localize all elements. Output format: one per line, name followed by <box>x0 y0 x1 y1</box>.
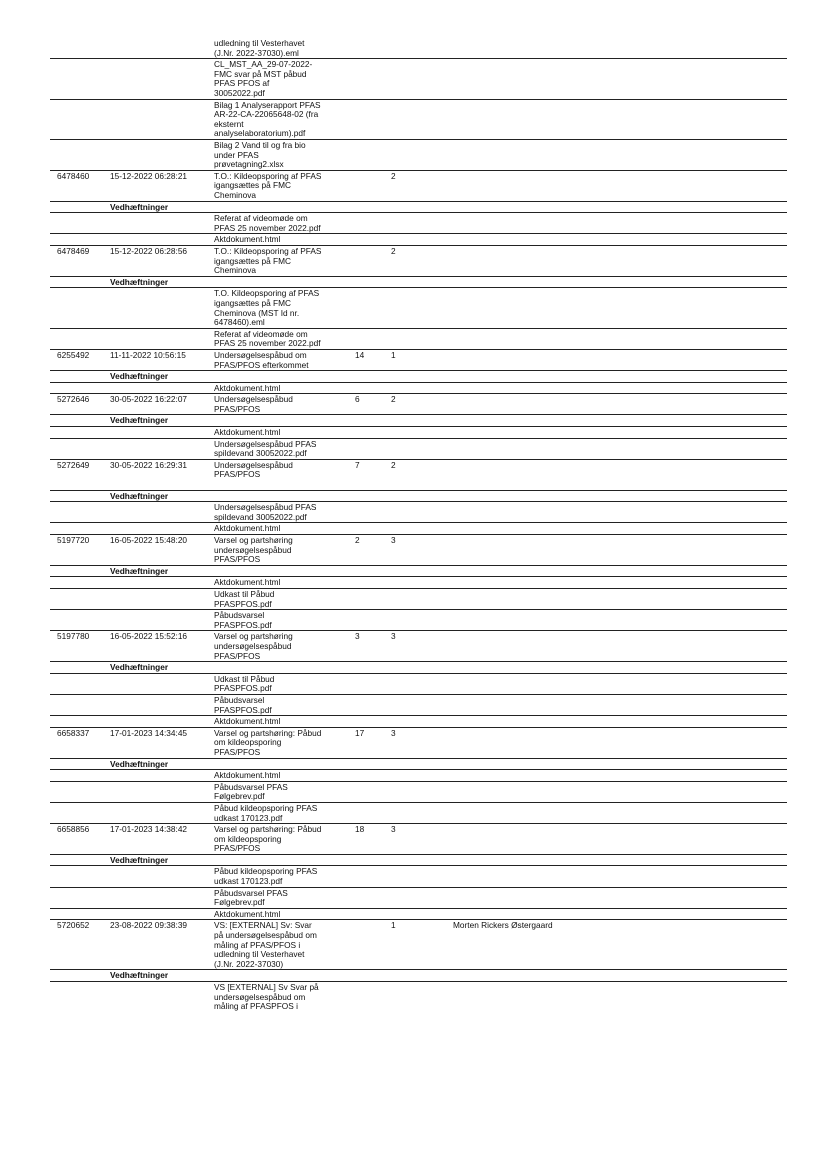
title-line: VS [EXTERNAL] Sv Svar på <box>214 982 319 993</box>
attachment-name <box>214 578 338 588</box>
title-line: igangsættes på FMC <box>214 255 292 266</box>
title-line: om kildeopsporing <box>214 737 282 748</box>
title-line: T.O. Kildeopsporing af PFAS <box>214 288 320 299</box>
document-count: 2 <box>391 394 396 405</box>
document-id: 5272646 <box>57 394 90 405</box>
title-line: FMC svar på MST påbud <box>214 68 307 79</box>
attachment-row <box>0 502 827 523</box>
document-date: 15-12-2022 06:28:21 <box>110 170 188 181</box>
document-id: 5197720 <box>57 535 90 546</box>
title-line: under PFAS <box>214 149 259 160</box>
document-count: 3 <box>391 727 396 738</box>
title-line: måling af PFASPFOS i <box>214 1001 298 1012</box>
attachment-name <box>214 889 338 908</box>
entry-row <box>0 824 827 855</box>
entry-row <box>0 631 827 662</box>
attachments-heading-row <box>0 566 827 578</box>
attachment-name <box>214 503 338 522</box>
title-line: Aktdokument.html <box>214 716 281 727</box>
title-line: PFAS 25 november 2022.pdf <box>214 222 321 233</box>
attachment-row <box>0 577 827 589</box>
attachment-name <box>214 675 338 694</box>
title-line: Referat af videomøde om <box>214 213 308 224</box>
document-date: 30-05-2022 16:22:07 <box>110 394 188 405</box>
attachment-row <box>0 38 827 59</box>
title-line: Varsel og partshøring <box>214 631 293 642</box>
attachment-name <box>214 696 338 715</box>
document-title <box>214 351 338 370</box>
attachment-row <box>0 329 827 350</box>
document-number: 14 <box>355 349 365 360</box>
title-line: PFAS/PFOS <box>214 650 261 661</box>
title-line: Undersøgelsespåbud <box>214 394 293 405</box>
title-line: PFAS/PFOS <box>214 746 261 757</box>
attachments-heading-row <box>0 371 827 383</box>
attachment-name <box>214 39 338 58</box>
document-title <box>214 632 338 661</box>
title-line: Cheminova <box>214 265 256 276</box>
title-line: Påbudsvarsel PFAS <box>214 887 288 898</box>
title-line: PFASPFOS.pdf <box>214 683 272 694</box>
title-line: Påbud kildeopsporing PFAS <box>214 866 318 877</box>
title-line: Aktdokument.html <box>214 427 281 438</box>
attachment-row <box>0 610 827 631</box>
title-line: måling af PFAS/PFOS i <box>214 939 301 950</box>
document-date: 15-12-2022 06:28:56 <box>110 245 188 256</box>
title-line: Varsel og partshøring: Påbud <box>214 824 322 835</box>
attachment-row <box>0 803 827 824</box>
title-line: Udkast til Påbud <box>214 673 275 684</box>
attachment-name <box>214 428 338 438</box>
attachment-row <box>0 213 827 234</box>
title-line: Påbudsvarsel <box>214 694 265 705</box>
attachment-name <box>214 384 338 394</box>
title-line: spildevand 30052022.pdf <box>214 511 307 522</box>
document-date: 16-05-2022 15:52:16 <box>110 631 188 642</box>
attachment-row <box>0 982 827 1013</box>
document-date: 11-11-2022 10:56:15 <box>110 349 186 360</box>
title-line: VS: [EXTERNAL] Sv: Svar <box>214 920 312 931</box>
attachment-row <box>0 523 827 535</box>
title-line: PFASPFOS.pdf <box>214 704 272 715</box>
attachments-heading-row <box>0 415 827 427</box>
document-id: 6255492 <box>57 349 90 360</box>
attachments-heading: Vedhæftninger <box>110 758 169 769</box>
attachment-row <box>0 439 827 460</box>
document-number: 2 <box>355 535 360 546</box>
title-line: Undersøgelsespåbud PFAS <box>214 438 317 449</box>
title-line: Påbudsvarsel PFAS <box>214 781 288 792</box>
entry-row <box>0 246 827 277</box>
title-line: Varsel og partshøring <box>214 535 293 546</box>
title-line: igangsættes på FMC <box>214 180 292 191</box>
title-line: Følgebrev.pdf <box>214 897 265 908</box>
title-line: igangsættes på FMC <box>214 297 292 308</box>
title-line: PFASPFOS.pdf <box>214 598 272 609</box>
title-line: udledning til Vesterhavet <box>214 949 305 960</box>
document-person: Morten Rickers Østergaard <box>453 920 553 931</box>
attachments-heading: Vedhæftninger <box>110 565 169 576</box>
document-title <box>214 921 338 969</box>
entry-row <box>0 394 827 415</box>
entry-row <box>0 171 827 202</box>
document-date: 23-08-2022 09:38:39 <box>110 920 188 931</box>
title-line: PFASPFOS.pdf <box>214 619 272 630</box>
title-line: Undersøgelsespåbud <box>214 459 293 470</box>
attachment-name <box>214 590 338 609</box>
entry-row <box>0 460 827 491</box>
attachment-name <box>214 983 338 1012</box>
attachment-row <box>0 770 827 782</box>
document-count: 3 <box>391 631 396 642</box>
attachments-heading-row <box>0 277 827 289</box>
attachments-heading: Vedhæftninger <box>110 854 169 865</box>
title-line: PFAS/PFOS efterkommet <box>214 359 309 370</box>
title-line: Udkast til Påbud <box>214 589 275 599</box>
attachments-heading-row <box>0 855 827 867</box>
attachment-name <box>214 611 338 630</box>
attachments-heading-row <box>0 491 827 503</box>
attachment-name <box>214 330 338 349</box>
title-line: PFAS/PFOS <box>214 843 261 854</box>
attachment-name <box>214 910 338 920</box>
title-line: Undersøgelsespåbud om <box>214 349 307 360</box>
attachment-name <box>214 141 338 170</box>
title-line: Cheminova <box>214 189 256 200</box>
document-count: 3 <box>391 824 396 835</box>
document-number: 3 <box>355 631 360 642</box>
title-line: 6478460).eml <box>214 317 265 328</box>
document-number: 17 <box>355 727 365 738</box>
title-line: Aktdokument.html <box>214 770 281 781</box>
document-date: 17-01-2023 14:34:45 <box>110 727 188 738</box>
entry-row <box>0 535 827 566</box>
records-table <box>0 38 827 1013</box>
document-date: 30-05-2022 16:29:31 <box>110 459 188 470</box>
document-title <box>214 825 338 854</box>
attachments-heading-row <box>0 970 827 982</box>
document-count: 3 <box>391 535 396 546</box>
title-line: spildevand 30052022.pdf <box>214 448 307 459</box>
attachment-name <box>214 804 338 823</box>
title-line: PFAS PFOS af <box>214 78 270 89</box>
entry-row <box>0 350 827 371</box>
title-line: Referat af videomøde om <box>214 328 308 339</box>
title-line: (J.Nr. 2022-37030) <box>214 958 284 969</box>
attachment-row <box>0 288 827 328</box>
attachments-heading-row <box>0 202 827 214</box>
attachment-row <box>0 909 827 921</box>
attachments-heading: Vedhæftninger <box>110 371 169 382</box>
document-number: 7 <box>355 459 360 470</box>
title-line: Påbudsvarsel <box>214 610 265 621</box>
title-line: prøvetagning2.xlsx <box>214 159 284 170</box>
attachment-row <box>0 716 827 728</box>
title-line: undersøgelsespåbud <box>214 640 292 651</box>
title-line: PFAS/PFOS <box>214 554 261 565</box>
document-id: 5197780 <box>57 631 90 642</box>
title-line: Cheminova (MST Id nr. <box>214 307 300 318</box>
title-line: Bilag 1 Analyserapport PFAS <box>214 99 321 110</box>
attachments-heading-row <box>0 662 827 674</box>
document-count: 2 <box>391 170 396 181</box>
attachment-row <box>0 695 827 716</box>
title-line: T.O.: Kildeopsporing af PFAS <box>214 170 322 181</box>
document-id: 5720652 <box>57 920 90 931</box>
document-number: 18 <box>355 824 365 835</box>
entry-row <box>0 728 827 759</box>
document-title <box>214 247 338 276</box>
attachment-row <box>0 383 827 395</box>
document-id: 6658856 <box>57 824 90 835</box>
attachment-row <box>0 782 827 803</box>
attachment-name <box>214 60 338 98</box>
attachment-row <box>0 59 827 99</box>
document-title <box>214 461 338 490</box>
document-count: 2 <box>391 459 396 470</box>
attachment-name <box>214 783 338 802</box>
document-count: 1 <box>391 920 396 931</box>
title-line: AR-22-CA-22065648-02 (fra <box>214 109 319 120</box>
attachment-name <box>214 524 338 534</box>
attachment-row <box>0 100 827 140</box>
title-line: undersøgelsespåbud om <box>214 991 306 1002</box>
attachment-name <box>214 771 338 781</box>
document-id: 6478469 <box>57 245 90 256</box>
document-title <box>214 172 338 201</box>
title-line: Følgebrev.pdf <box>214 791 265 802</box>
entry-row <box>0 920 827 970</box>
title-line: PFAS/PFOS <box>214 403 261 414</box>
attachment-row <box>0 888 827 909</box>
title-line: eksternt <box>214 118 244 129</box>
title-line: Aktdokument.html <box>214 523 281 534</box>
attachments-heading: Vedhæftninger <box>110 415 169 426</box>
document-id: 6478460 <box>57 170 90 181</box>
title-line: (J.Nr. 2022-37030).eml <box>214 47 299 58</box>
document-count: 1 <box>391 349 396 360</box>
title-line: undersøgelsespåbud <box>214 544 292 555</box>
document-date: 16-05-2022 15:48:20 <box>110 535 188 546</box>
title-line: Aktdokument.html <box>214 382 281 393</box>
title-line: Varsel og partshøring: Påbud <box>214 727 322 738</box>
title-line: Påbud kildeopsporing PFAS <box>214 802 318 813</box>
document-number: 6 <box>355 394 360 405</box>
title-line: CL_MST_AA_29-07-2022- <box>214 59 313 70</box>
title-line: Undersøgelsespåbud PFAS <box>214 502 317 513</box>
attachments-heading: Vedhæftninger <box>110 276 169 287</box>
attachment-row <box>0 589 827 610</box>
attachment-name <box>214 214 338 233</box>
document-title <box>214 729 338 758</box>
document-title <box>214 395 338 414</box>
attachments-heading-row <box>0 759 827 771</box>
attachment-row <box>0 427 827 439</box>
attachment-name <box>214 440 338 459</box>
title-line: T.O.: Kildeopsporing af PFAS <box>214 245 322 256</box>
attachment-name <box>214 101 338 139</box>
title-line: 30052022.pdf <box>214 87 265 98</box>
attachment-row <box>0 234 827 246</box>
title-line: Bilag 2 Vand til og fra bio <box>214 139 306 150</box>
attachment-name <box>214 235 338 245</box>
attachment-name <box>214 867 338 886</box>
title-line <box>214 480 338 490</box>
title-line: om kildeopsporing <box>214 833 282 844</box>
title-line: udledning til Vesterhavet <box>214 38 305 48</box>
attachment-row <box>0 140 827 171</box>
attachments-heading: Vedhæftninger <box>110 970 169 981</box>
title-line: udkast 170123.pdf <box>214 876 283 887</box>
attachment-name <box>214 289 338 327</box>
title-line: Aktdokument.html <box>214 234 281 245</box>
attachments-heading: Vedhæftninger <box>110 662 169 673</box>
attachment-name <box>214 717 338 727</box>
title-line: på undersøgelsespåbud om <box>214 930 317 941</box>
title-line: PFAS 25 november 2022.pdf <box>214 338 321 349</box>
document-count: 2 <box>391 245 396 256</box>
document-id: 6658337 <box>57 727 90 738</box>
title-line: Aktdokument.html <box>214 908 281 919</box>
attachments-heading: Vedhæftninger <box>110 490 169 501</box>
title-line: PFAS/PFOS <box>214 469 261 480</box>
attachments-heading: Vedhæftninger <box>110 201 169 212</box>
attachment-row <box>0 866 827 887</box>
attachment-row <box>0 674 827 695</box>
document-date: 17-01-2023 14:38:42 <box>110 824 188 835</box>
title-line: analyselaboratorium).pdf <box>214 128 306 139</box>
title-line: udkast 170123.pdf <box>214 812 283 823</box>
document-title <box>214 536 338 565</box>
document-id: 5272649 <box>57 459 90 470</box>
title-line: Aktdokument.html <box>214 577 281 588</box>
